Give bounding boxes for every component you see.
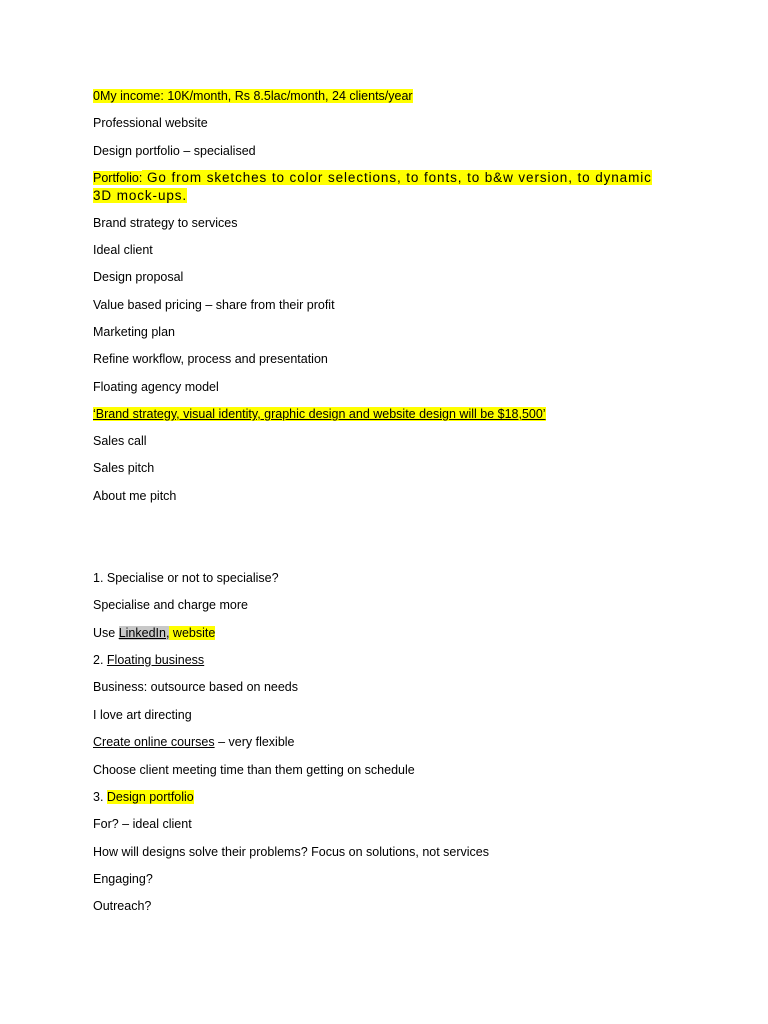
quote-line — [93, 406, 546, 422]
portfolio-text: Go from sketches to color selections, to fonts, to b&w version, to dynamic 3D mock-ups. — [93, 170, 652, 203]
brand-strategy-line: Brand strategy to services — [93, 216, 238, 230]
ideal-client-line: Ideal client — [93, 243, 153, 257]
use-prefix: Use — [93, 626, 119, 640]
refine-workflow-line: Refine workflow, process and presentation — [93, 352, 328, 366]
income-line — [93, 88, 413, 104]
sales-pitch-line: Sales pitch — [93, 461, 155, 475]
design-proposal-line: Design proposal — [93, 270, 184, 284]
section-3-heading — [93, 789, 194, 805]
outsource-line: Business: outsource based on needs — [93, 680, 298, 694]
online-courses-line — [93, 734, 295, 750]
about-me-line: About me pitch — [93, 489, 177, 503]
use-linkedin-line — [93, 625, 215, 641]
portfolio-line — [93, 169, 673, 205]
meeting-time-line: Choose client meeting time than them getting on schedule — [93, 763, 415, 777]
website-text: website — [169, 626, 216, 640]
sales-call-line: Sales call — [93, 434, 147, 448]
art-directing-line: I love art directing — [93, 708, 192, 722]
section-1-heading: 1. Specialise or not to specialise? — [93, 571, 279, 585]
floating-agency-line: Floating agency model — [93, 380, 219, 394]
section-2-number: 2. — [93, 653, 107, 667]
section-3-number: 3. — [93, 790, 107, 804]
value-pricing-line: Value based pricing – share from their profit — [93, 298, 335, 312]
income-text: 0My income: 10K/month, Rs 8.5lac/month, 24 clients/year — [93, 89, 413, 103]
online-courses-text: Create online courses — [93, 735, 215, 749]
section-3-title: Design portfolio — [106, 790, 194, 804]
section-2-title: Floating business — [106, 653, 205, 667]
online-courses-suffix: – very flexible — [214, 735, 295, 749]
professional-website-line: Professional website — [93, 116, 208, 130]
linkedin-link[interactable]: LinkedIn, — [118, 626, 170, 640]
engaging-line: Engaging? — [93, 872, 153, 886]
for-ideal-client-line: For? – ideal client — [93, 817, 192, 831]
marketing-plan-line: Marketing plan — [93, 325, 175, 339]
quote-text: ‘Brand strategy, visual identity, graphic design and website design will be $18,500’ — [93, 407, 546, 421]
portfolio-label: Portfolio: — [93, 171, 143, 185]
section-2-heading — [93, 652, 204, 668]
design-portfolio-line: Design portfolio – specialised — [93, 144, 256, 158]
specialise-line: Specialise and charge more — [93, 598, 248, 612]
outreach-line: Outreach? — [93, 899, 152, 913]
solve-problems-line: How will designs solve their problems? Focus on solutions, not services — [93, 845, 490, 859]
